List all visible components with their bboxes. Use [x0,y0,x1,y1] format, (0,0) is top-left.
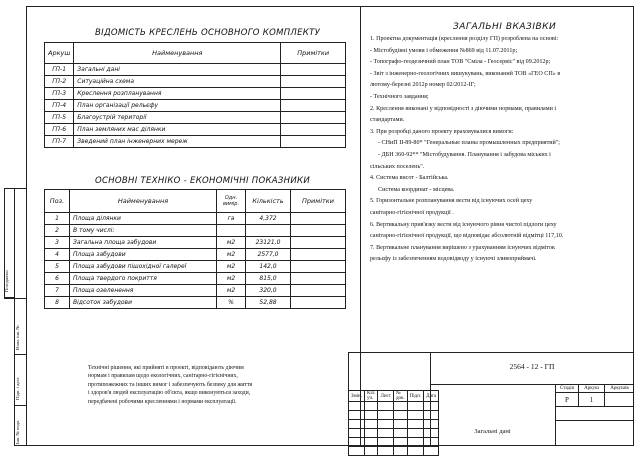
sheet-value: 1 [589,396,594,404]
indicator-unit-cell: м2 [217,249,246,261]
revision-cell [393,438,407,447]
revision-cell: Підп. [407,391,423,402]
note-line: Система координат - місцева. [378,186,455,193]
indicator-name-cell: Площа забудови пішохідної галереї [70,261,217,273]
revision-cell [349,447,365,456]
drawing-name-cell: План організації рельєфу [74,100,281,112]
note-line: сільських поселень". [370,163,425,170]
side-strip [14,188,26,446]
compliance-line: Технічні рішення, які прийняті в проекті, відповідають діючим [88,365,244,371]
revision-cell [364,438,377,447]
indicator-notes-cell [291,273,346,285]
note-line: лютому-березні 2012р номер 02/2012-IГ; [370,82,476,89]
revision-cell [393,447,407,456]
revision-cell [424,411,439,420]
note-line: - СНиП II-89-80* "Генеральные планы промышленных предприятий"; [378,140,560,147]
indicator-notes-cell [291,225,346,237]
revision-cell [349,411,365,420]
note-line: санітарно-гігієнічної продукції . [370,209,454,216]
drawing-notes-cell [281,64,346,76]
indicator-name-cell: В тому числі: [70,225,217,237]
revision-cell [424,402,439,411]
indicator-name-cell: Відсоток забудови [70,297,217,309]
revision-cell [407,420,423,429]
side-label-sign-date: Підп. і дата [15,377,20,400]
drawing-name-cell: Креслення розпланування [74,88,281,100]
note-line: - ДБН 360-92** "Містобудування. Планування і забудова міських і [378,151,551,158]
revision-cell [378,429,393,438]
revision-row [349,438,439,447]
indicator-unit-cell: м2 [217,273,246,285]
drawing-notes-cell [281,112,346,124]
compliance-line: протипожежних та інших вимог і забезпечують безпеку для життя [88,381,253,388]
indicator-name-cell: Площа забудови [70,249,217,261]
drawing-row [45,76,346,88]
indicator-pos-cell: 1 [45,213,70,225]
compliance-line: нормам і правилам щодо екологічних, санітарно-гігієнічних, [88,373,238,380]
revision-cell: № док. [393,391,407,402]
revision-cell [393,429,407,438]
drawing-notes-cell [281,124,346,136]
drawing-name-cell: План земляних мас ділянки [74,124,281,136]
indicator-notes-cell [291,249,346,261]
revision-cell: Дата [424,391,439,402]
indicator-row [45,225,346,237]
revision-cell [364,420,377,429]
drawing-sheet-cell: ГП-5 [45,112,74,124]
note-line: рельєфу із забезпеченням водовідводу у існуючі зливоприймачі. [370,256,537,263]
revision-cell [378,438,393,447]
revision-cell: Кіл. уч. [364,391,377,402]
indicator-pos-cell: 2 [45,225,70,237]
revision-row [349,402,439,411]
revision-cell [364,411,377,420]
col-notes: Примітки [281,43,346,64]
indicator-unit-cell: м2 [217,261,246,273]
revision-cell [393,420,407,429]
col-unit: Одн. вимір. [217,190,246,213]
col-pos: Поз. [45,190,70,213]
revision-cell [349,429,365,438]
sheet-label: Аркуш [584,386,599,391]
indicator-notes-cell [291,285,346,297]
revision-cell [407,438,423,447]
revision-row [349,420,439,429]
revision-cell [378,447,393,456]
title-block-code: 2564 - 12 - ГП [509,362,555,371]
indicator-notes-cell [291,297,346,309]
note-line: 2. Креслення виконані у відповідності з діючими нормами, правилами і [370,105,557,112]
revision-cell [349,438,365,447]
revision-cell [407,402,423,411]
drawing-notes-cell [281,88,346,100]
revision-cell: Лист [378,391,393,402]
col-sheet: Аркуш [45,43,74,64]
col-indicator-name: Найменування [70,190,217,213]
note-line: 7. Вертикальне планування вирішено з урахуванням існуючих відміток [370,244,555,251]
indicator-row [45,297,346,309]
revision-cell [424,429,439,438]
indicator-unit-cell: м2 [217,237,246,249]
drawing-notes-cell [281,136,346,148]
drawing-name-cell: Зведений план інженерних мереж [74,136,281,148]
stage-label: Стадія [560,386,574,391]
drawing-sheet-cell: ГП-6 [45,124,74,136]
revision-cell [393,411,407,420]
revision-cell [349,420,365,429]
compliance-line: і здоров'я людей експлуатацію об'єкта, якщо виконуються заходи, [88,390,251,397]
indicator-pos-cell: 7 [45,285,70,297]
side-label-agreed: Погоджено [4,270,9,292]
indicator-pos-cell: 5 [45,261,70,273]
revision-row [349,391,439,402]
drawing-row [45,100,346,112]
col-name: Найменування [74,43,281,64]
note-line: - Звіт з інженерно-геологічних вишукувань, виконаний ТОВ «ГЕО СП» в [370,70,561,77]
indicator-row [45,213,346,225]
indicator-unit-cell: м2 [217,285,246,297]
drawing-row [45,64,346,76]
indicators-table [44,189,346,309]
stage-value: Р [565,396,569,404]
note-line: 6. Вертикальну прив'язку вести від існуючого рівня чистої підлоги цеху [370,221,557,228]
drawing-name-cell: Ситуаційна схема [74,76,281,88]
compliance-statement [88,364,323,406]
revision-row [349,429,439,438]
revision-grid [348,390,439,456]
drawing-notes-cell [281,76,346,88]
revision-cell [407,429,423,438]
general-notes-text [370,34,632,266]
sheet-name: Загальні дані [474,428,511,435]
indicator-qty-cell: 815,0 [246,273,291,285]
drawings-list-title: ВІДОМІСТЬ КРЕСЛЕНЬ ОСНОВНОГО КОМПЛЕКТУ [95,28,321,38]
indicator-row [45,249,346,261]
drawing-row [45,124,346,136]
indicator-qty-cell [246,225,291,237]
indicator-unit-cell: га [217,213,246,225]
indicator-row [45,261,346,273]
revision-cell [424,438,439,447]
note-line: - Містобудівні умови і обмеження №869 від 11.07.2011р; [370,47,518,54]
col-quantity: Кількість [246,190,291,213]
note-line: 4. Система висот - Балтійська. [370,175,449,182]
indicator-qty-cell: 4,372 [246,213,291,225]
indicator-qty-cell: 142,0 [246,261,291,273]
note-line: 1. Проектна документація (креслення розділу ГП) розроблена на основі: [370,36,559,42]
indicator-row [45,237,346,249]
note-line: стандартами. [370,117,405,124]
drawing-sheet-cell: ГП-7 [45,136,74,148]
note-line: 5. Горизонтальне розпланування вести від існуючих осей цеху [370,198,533,205]
drawing-row [45,136,346,148]
indicator-row [45,285,346,297]
indicator-pos-cell: 4 [45,249,70,261]
revision-cell [424,447,439,456]
drawing-sheet-cell: ГП-2 [45,76,74,88]
revision-row [349,447,439,456]
note-line: - Топографо-геодезичний план ТОВ "Сміла - Геосервіс" від 09.2012р; [370,59,551,66]
indicator-unit-cell: % [217,297,246,309]
indicator-pos-cell: 8 [45,297,70,309]
revision-cell [407,447,423,456]
revision-cell [364,402,377,411]
indicators-title: ОСНОВНІ ТЕХНІКО - ЕКОНОМІЧНІ ПОКАЗНИКИ [95,176,310,186]
drawing-name-cell: Благоустрій території [74,112,281,124]
revision-cell [378,420,393,429]
revision-cell [407,411,423,420]
revision-cell [364,429,377,438]
indicator-qty-cell: 23121,0 [246,237,291,249]
drawing-notes-cell [281,100,346,112]
indicator-name-cell: Загальна площа забудови [70,237,217,249]
indicator-qty-cell: 2577,0 [246,249,291,261]
note-line: 3. При розробці даного проекту враховувалися вимоги: [370,128,514,135]
indicator-row [45,273,346,285]
indicator-notes-cell [291,261,346,273]
indicator-notes-cell [291,213,346,225]
revision-cell [424,420,439,429]
note-line: - Технічного завдання; [370,93,429,100]
sheets-label: Аркушів [610,386,629,391]
indicator-pos-cell: 3 [45,237,70,249]
revision-cell [364,447,377,456]
indicator-notes-cell [291,237,346,249]
revision-cell: Змін. [349,391,365,402]
indicator-qty-cell: 320,0 [246,285,291,297]
drawing-sheet-cell: ГП-1 [45,64,74,76]
side-label-replace-inv: Взам. інв. № [15,325,20,350]
drawing-row [45,112,346,124]
general-notes-title: ЗАГАЛЬНІ ВКАЗІВКИ [453,22,557,32]
drawing-name-cell: Загальні дані [74,64,281,76]
revision-cell [349,402,365,411]
note-line: санітарно-гігієнічної продукції, що відповідає абсолютній відмітці 117,10. [370,233,564,240]
col-indicator-notes: Примітки [291,190,346,213]
compliance-line: передбачені робочими кресленнями і нормами експлуатації. [88,398,237,405]
indicator-name-cell: Площа озеленення [70,285,217,297]
indicator-unit-cell [217,225,246,237]
revision-row [349,411,439,420]
indicator-qty-cell: 52,88 [246,297,291,309]
side-label-inv-no: Інв. № подл. [15,419,20,444]
drawings-list-table [44,42,346,148]
indicator-name-cell: Площа ділянки [70,213,217,225]
indicator-name-cell: Площа твердого покриття [70,273,217,285]
revision-cell [393,402,407,411]
indicator-pos-cell: 6 [45,273,70,285]
drawing-sheet-cell: ГП-3 [45,88,74,100]
drawing-sheet-cell: ГП-4 [45,100,74,112]
drawing-row [45,88,346,100]
revision-cell [378,402,393,411]
revision-cell [378,411,393,420]
